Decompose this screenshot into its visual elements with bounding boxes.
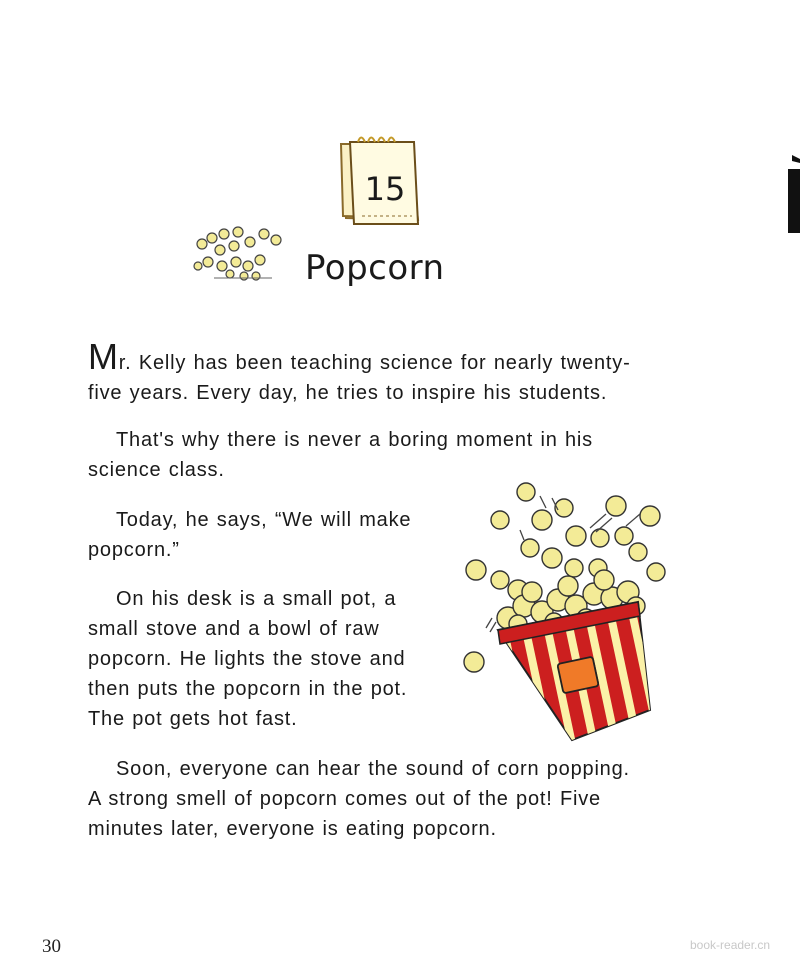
paragraph-4 <box>88 584 407 734</box>
page-edge-mark <box>786 155 800 235</box>
paragraph-3 <box>88 505 411 565</box>
page-title: Popcorn <box>305 248 445 288</box>
paragraph-1 <box>88 336 631 408</box>
text-line: That's why there is never a boring moment in his <box>116 429 593 451</box>
popcorn-kernels-illustration <box>190 222 285 282</box>
watermark: book-reader.cn <box>690 938 771 952</box>
text-line: science class. <box>88 459 225 481</box>
text-line: then puts the popcorn in the pot. <box>88 678 408 700</box>
text-line: small stove and a bowl of raw <box>88 618 380 640</box>
text-line: minutes later, everyone is eating popcorn. <box>88 818 497 840</box>
text-line: A strong smell of popcorn comes out of the pot! Five <box>88 788 601 810</box>
text-line: popcorn.” <box>88 539 180 561</box>
text-line: Today, he says, “We will make <box>116 509 412 531</box>
text-line: Soon, everyone can hear the sound of corn popping. <box>116 758 630 780</box>
paragraph-2 <box>88 425 593 485</box>
text-line: The pot gets hot fast. <box>88 708 298 730</box>
drop-cap: M <box>88 336 119 377</box>
page-number: 30 <box>42 936 61 957</box>
text-line: On his desk is a small pot, a <box>116 588 397 610</box>
popcorn-bucket-illustration <box>460 478 670 746</box>
text-line: five years. Every day, he tries to inspire his students. <box>88 382 608 404</box>
text-line: popcorn. He lights the stove and <box>88 648 406 670</box>
text-line: r. Kelly has been teaching science for nearly twenty- <box>118 352 631 374</box>
paragraph-5 <box>88 754 630 844</box>
chapter-number: 15 <box>364 170 406 208</box>
